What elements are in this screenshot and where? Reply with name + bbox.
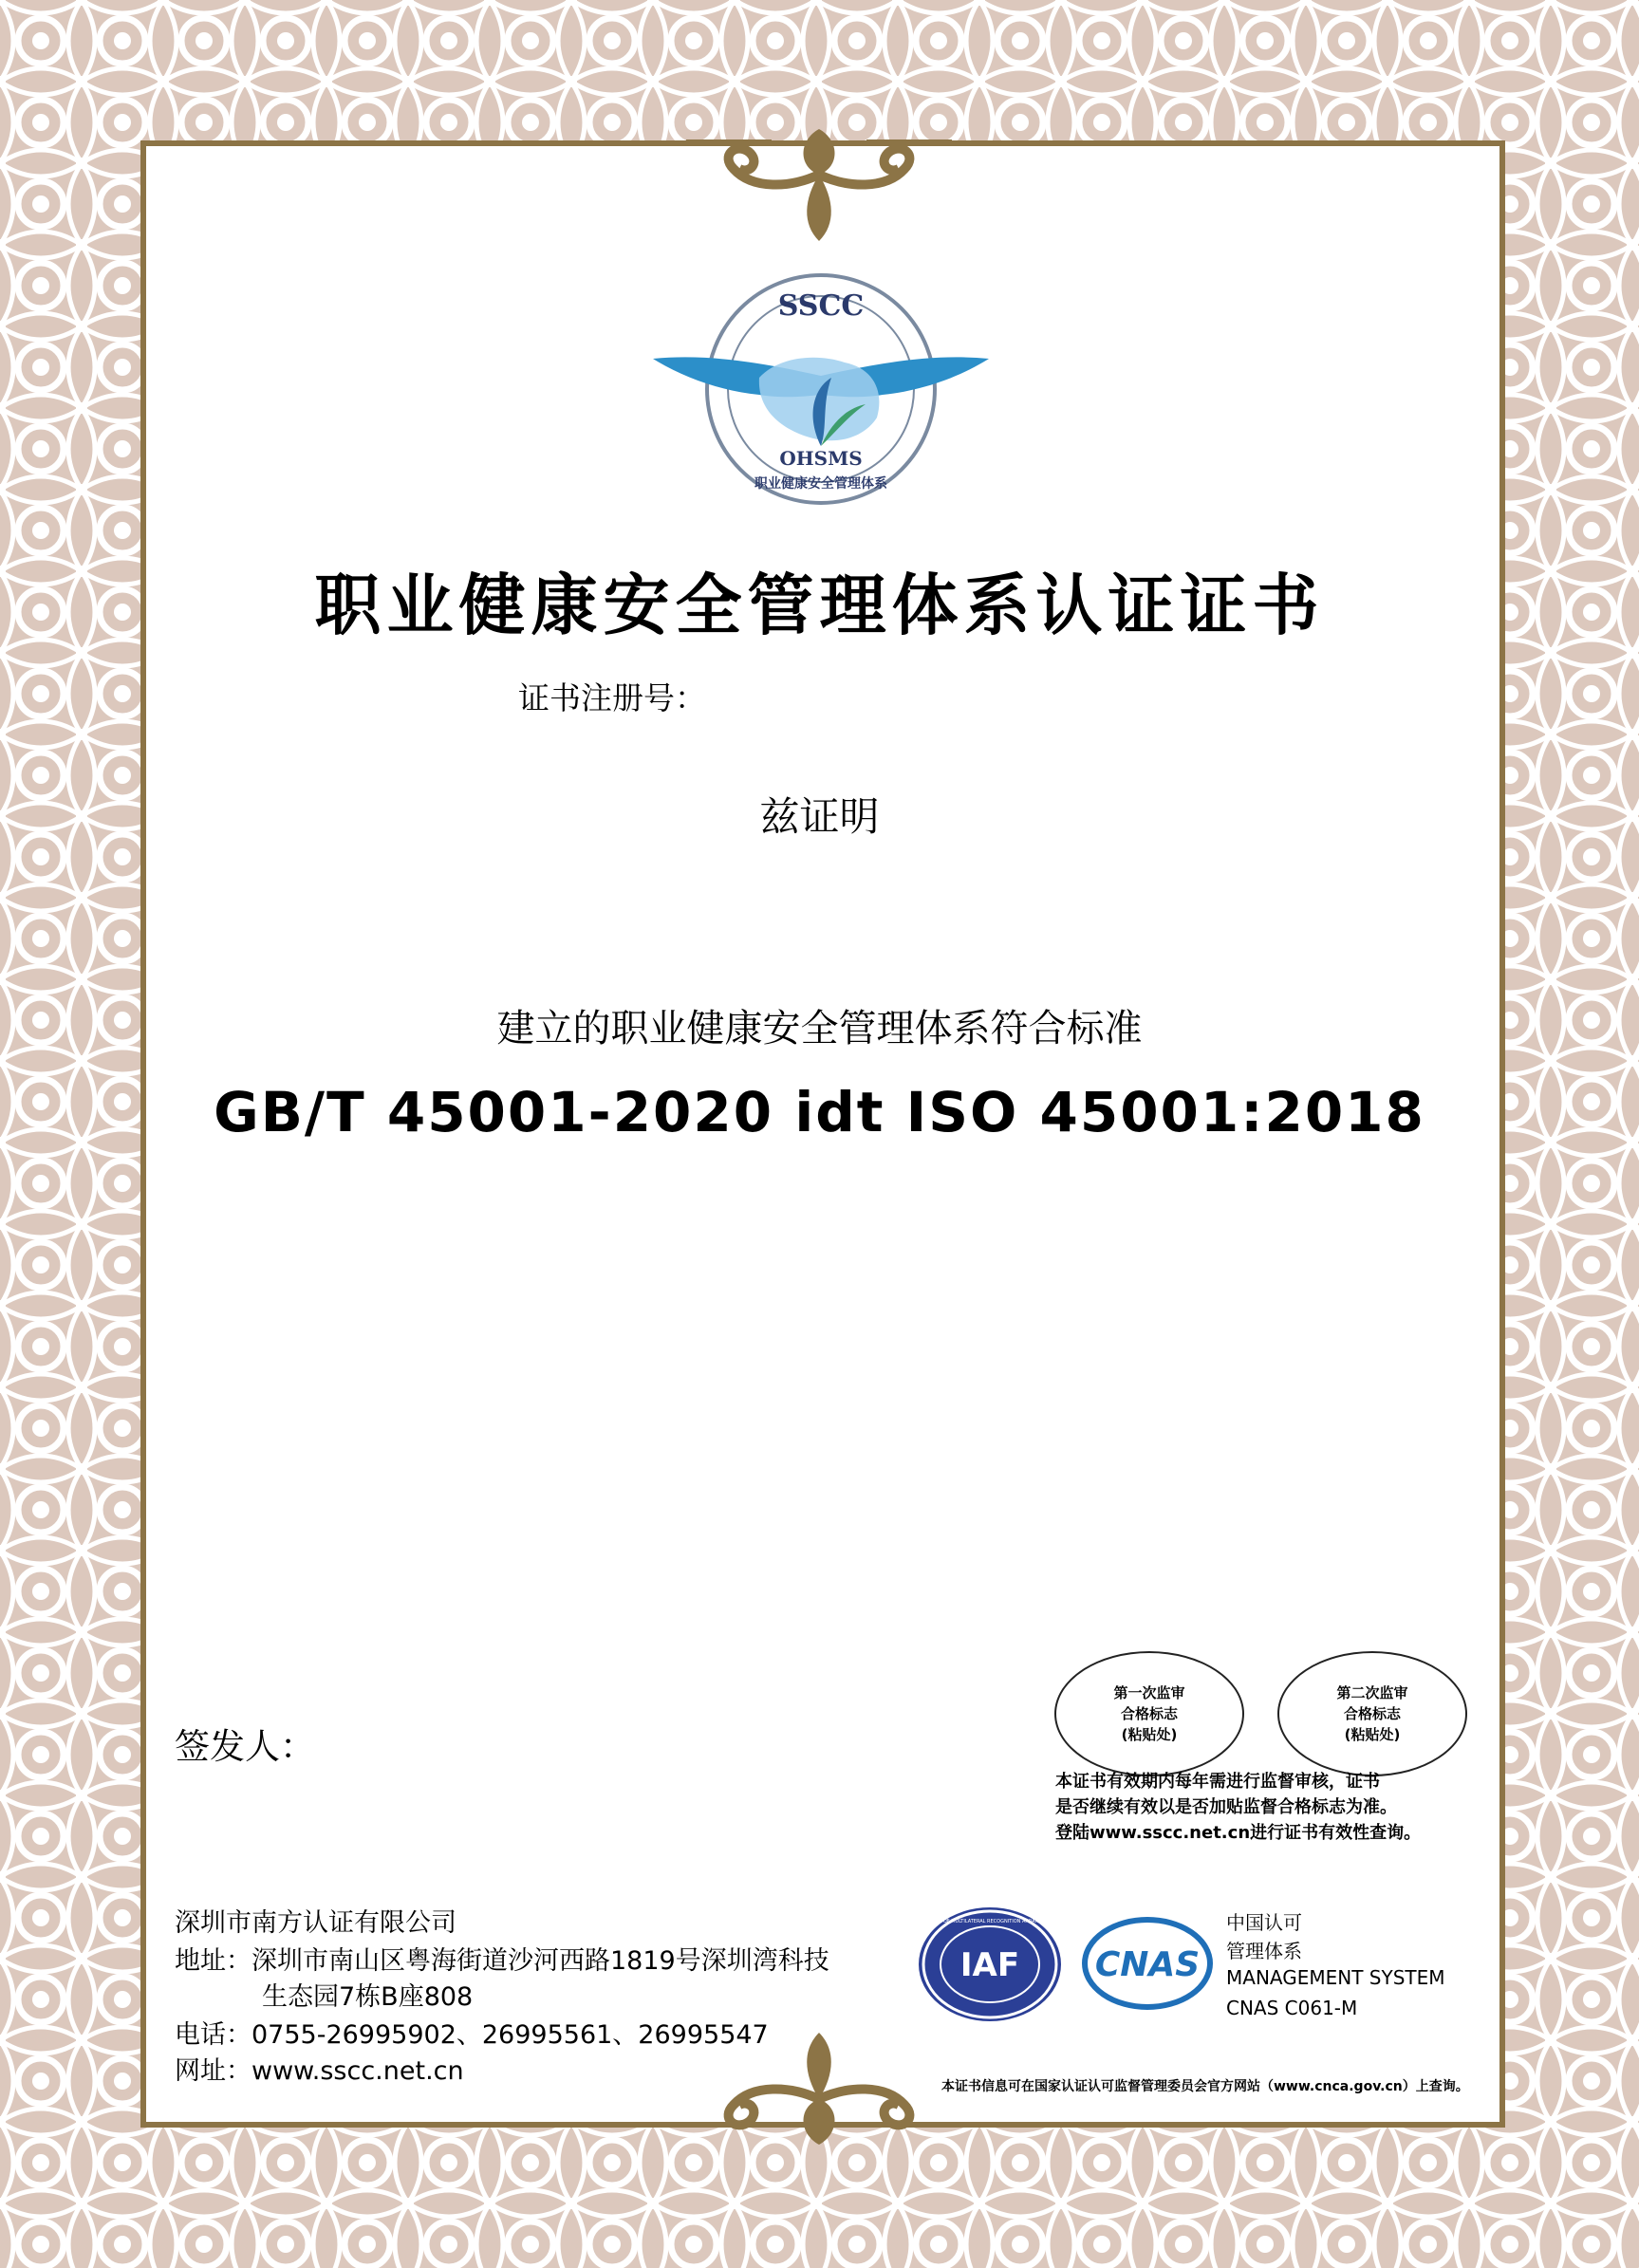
- iaf-logo: [919, 1907, 1061, 2021]
- iaf-label: IAF: [959, 1946, 1020, 1984]
- cnas-line: 中国认可: [1226, 1911, 1302, 1934]
- signer-label: 签发人：: [175, 1726, 315, 1767]
- validity-note: [1055, 1769, 1492, 1846]
- seal-line: 第一次监审: [1113, 1684, 1185, 1701]
- top-ornament: [686, 121, 952, 254]
- cnas-label: CNAS: [1094, 1945, 1201, 1984]
- validity-line: 是否继续有效以是否加贴监督合格标志为准。: [1055, 1797, 1397, 1817]
- cnas-line: CNAS C061-M: [1226, 1997, 1358, 2019]
- seal-line: 第二次监审: [1336, 1684, 1408, 1701]
- seal-line: (粘贴处): [1344, 1726, 1401, 1743]
- seal-line: 合格标志: [1343, 1705, 1401, 1722]
- standard-code: GB/T 45001-2020 idt ISO 45001:2018: [214, 1080, 1425, 1144]
- logo-text: SSCC: [777, 289, 865, 323]
- cnas-line: MANAGEMENT SYSTEM: [1226, 1966, 1445, 1989]
- conformity-statement: 建立的职业健康安全管理体系符合标准: [496, 1007, 1143, 1050]
- logo-ring-text: 职业健康安全管理体系: [754, 476, 887, 492]
- seal-line: (粘贴处): [1121, 1726, 1178, 1743]
- seal-line: 合格标志: [1120, 1705, 1178, 1722]
- first-surveillance-seal: [1054, 1651, 1244, 1776]
- validity-line: 本证书有效期内每年需进行监督审核，证书: [1055, 1772, 1380, 1792]
- prove-text: 兹证明: [759, 793, 880, 840]
- company-address-line2: 生态园7栋B座808: [262, 1982, 474, 2012]
- certificate-title: 职业健康安全管理体系认证证书: [314, 567, 1325, 644]
- logo-subtext: OHSMS: [779, 447, 863, 470]
- company-phone: 电话：0755-26995902、26995561、26995547: [175, 2020, 769, 2050]
- footer-note: 本证书信息可在国家认证认可监督管理委员会官方网站（www.cnca.gov.cn）上查询。: [941, 2079, 1469, 2094]
- company-name: 深圳市南方认证有限公司: [175, 1908, 456, 1938]
- cnas-line: 管理体系: [1226, 1940, 1302, 1962]
- registration-number-label: 证书注册号：: [518, 679, 706, 716]
- iaf-ring-text: MEMBER OF MULTILATERAL RECOGNITION ARRANGEMENT: [921, 1919, 1059, 1924]
- company-address-line1: 地址：深圳市南山区粤海街道沙河西路1819号深圳湾科技: [175, 1946, 829, 1976]
- second-surveillance-seal: [1277, 1651, 1467, 1776]
- cnas-logo: [1080, 1915, 1215, 2012]
- iaf-mark: [919, 1907, 1061, 2021]
- validity-line: 登陆www.sscc.net.cn进行证书有效性查询。: [1055, 1823, 1422, 1843]
- sscc-logo: [645, 266, 996, 512]
- company-website: 网址：www.sscc.net.cn: [175, 2056, 464, 2086]
